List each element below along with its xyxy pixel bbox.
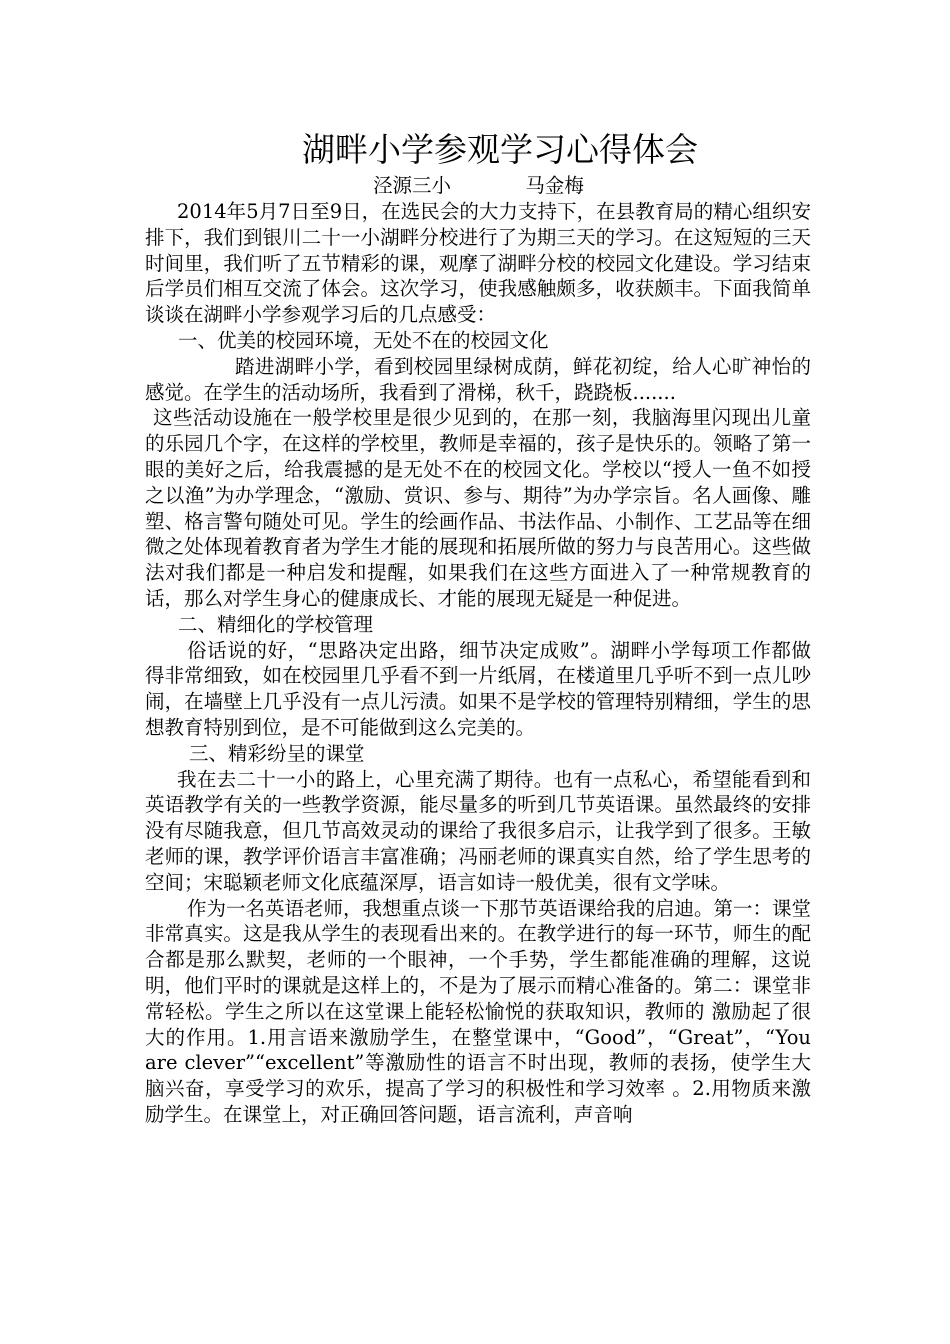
section-1-paragraph-1: 踏进湖畔小学，看到校园里绿树成荫，鲜花初绽，给人心旷神怡的感觉。在学生的活动场所，我看到了滑梯，秋千，跷跷板.......: [145, 354, 811, 404]
document-page: [145, 0, 811, 1128]
section-3-paragraph-1: 我在去二十一小的路上，心里充满了期待。也有一点私心，希望能看到和英语教学有关的一些教学资源，能尽量多的听到几节英语课。虽然最终的安排没有尽随我意，但几节高效灵动的课给了我很多启示，让我学到了很多。王敏老师的课，教学评价语言丰富准确；冯丽老师的课真实自然，给了学生思考的空间；宋聪颖老师文化底蕴深厚，语言如诗一般优美，很有文学味。: [145, 767, 811, 894]
author-line: 泾源三小 马金梅: [373, 174, 584, 197]
intro-paragraph: 2014年5月7日至9日，在选民会的大力支持下，在县教育局的精心组织安排下，我们到银川二十一小湖畔分校进行了为期三天的学习。在这短短的三天时间里，我们听了五节精彩的课，观摩了湖畔分校的校园文化建设。学习结束后学员们相互交流了体会。这次学习，使我感触颇多，收获颇丰。下面我简单谈谈在湖畔小学参观学习后的几点感受：: [145, 200, 811, 327]
section-2-heading: 二、精细化的学校管理: [178, 612, 374, 636]
section-2-paragraph-1: 俗话说的好，“思路决定出路，细节决定成败”。湖畔小学每项工作都做得非常细致，如在校园里几乎看不到一片纸屑，在楼道里几乎听不到一点儿吵闹，在墙壁上几乎没有一点儿污渍。如果不是学校的管理特别精细，学生的思想教育特别到位，是不可能做到这么完美的。: [145, 638, 811, 739]
section-1-heading: 一、优美的校园环境，无处不在的校园文化: [178, 328, 549, 352]
section-3-heading: 三、精彩纷呈的课堂: [189, 741, 365, 765]
section-3-paragraph-2: 作为一名英语老师，我想重点谈一下那节英语课给我的启迪。第一：课堂非常真实。这是我从学生的表现看出来的。在教学进行的每一环节，师生的配合都是那么默契，老师的一个眼神，一个手势，学生都能准确的理解，这说明，他们平时的课就是这样上的，不是为了展示而精心准备的。第二：课堂非常轻松。学生之所以在这堂课上能轻松愉悦的获取知识，教师的 激励起了很大的作用。1.用言语来激励学生，在整堂课中，“Good”，“Great”，“You are clever”“excellent”等激励性的语言不时出现，教师的表扬，使学生大脑兴奋，享受学习的欢乐，提高了学习的积极性和学习效率 。2.用物质来激励学生。在课堂上，对正确回答问题，语言流利，声音响: [145, 896, 812, 1126]
document-title: 湖畔小学参观学习心得体会: [302, 130, 698, 169]
section-1-paragraph-2: 这些活动设施在一般学校里是很少见到的，在那一刻，我脑海里闪现出儿童的乐园几个字，在这样的学校里，教师是幸福的，孩子是快乐的。领略了第一眼的美好之后，给我震撼的是无处不在的校园文化。学校以“授人一鱼不如授之以渔”为办学理念，“激励、赏识、参与、期待”为办学宗旨。名人画像、雕塑、格言警句随处可见。学生的绘画作品、书法作品、小制作、工艺品等在细微之处体现着教育者为学生才能的展现和拓展所做的努力与良苦用心。这些做法对我们都是一种启发和提醒，如果我们在这些方面进入了一种常规教育的话，那么对学生身心的健康成长、才能的展现无疑是一种促进。: [145, 406, 811, 610]
